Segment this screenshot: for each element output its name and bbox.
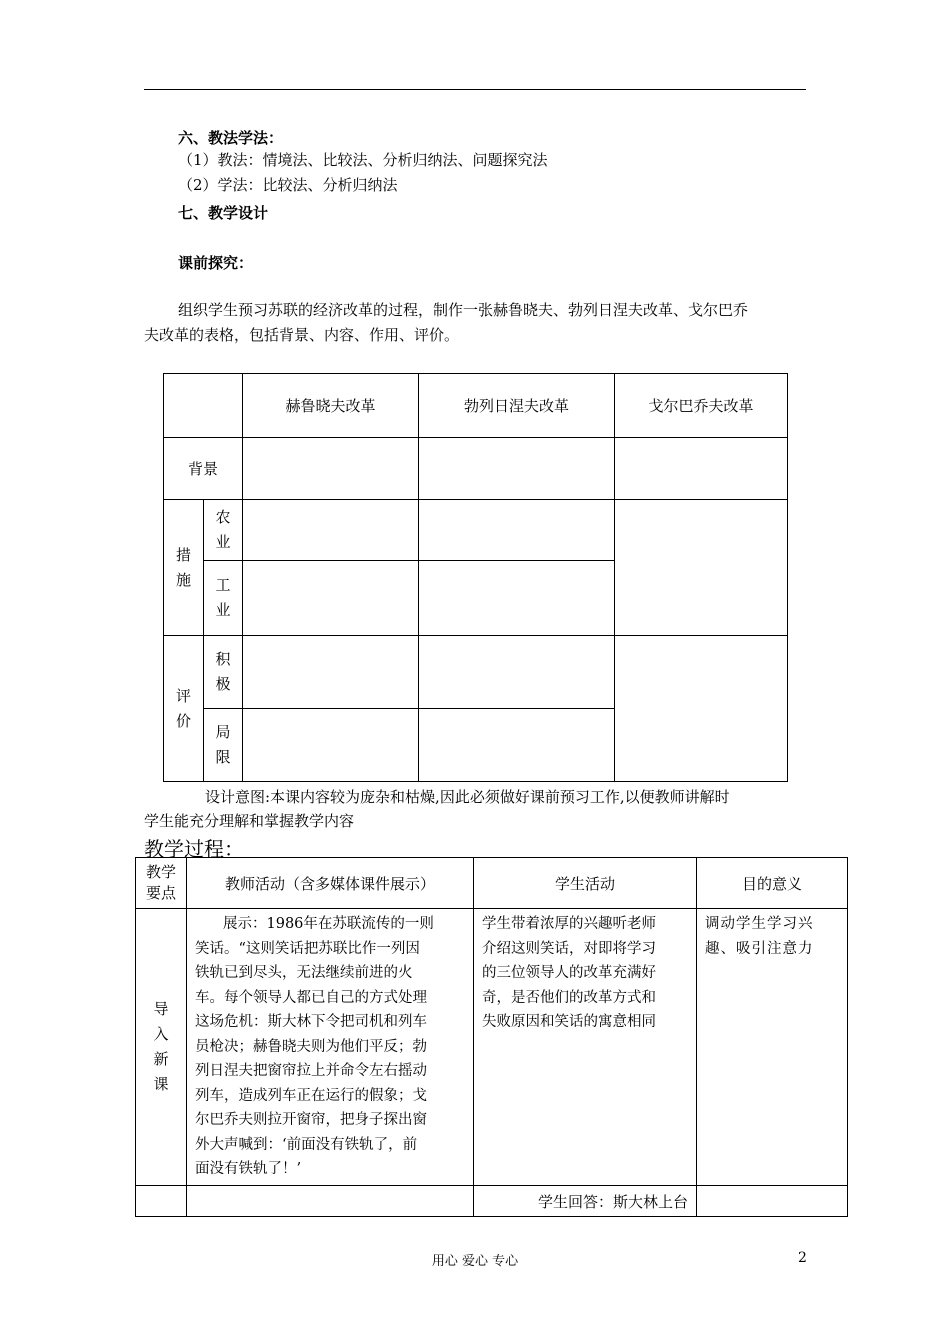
cell — [419, 500, 615, 561]
header-purpose: 目的意义 — [697, 858, 848, 909]
pre-class-line2: 夫改革的表格，包括背景、内容、作用、评价。 — [144, 326, 460, 344]
cell — [697, 1186, 848, 1217]
comparison-table — [163, 373, 788, 782]
cell — [187, 1186, 474, 1217]
student-activity: 学生带着浓厚的兴趣听老师 介绍这则笑话，对即将学习 的三位领导人的改革充满好 奇，是否他们的改革方式和 失败原因和笑话的寓意相同 — [474, 909, 697, 1186]
section6-line2: （2）学法：比较法、分析归纳法 — [178, 176, 398, 194]
footer-motto: 用心 爱心 专心 — [431, 1254, 519, 1269]
cell — [136, 1186, 187, 1217]
header-student: 学生活动 — [474, 858, 697, 909]
cell — [419, 561, 615, 636]
teacher-activity: 展示：1986年在苏联流传的一则 笑话。“这则笑话把苏联比作一列因 铁轨已到尽头，无法继续前进的火 车。每个领导人都已自己的方式处理 这场危机：斯大林下令把司机和列车 员枪决；赫鲁晓夫则为他们平反；勃 列日涅夫把窗帘拉上并命令左右摇动 列车，造成列车正在运行的假象；戈 尔巴乔夫则拉开窗帘，把身子探出窗 外大声喊到：‘前面没有铁轨了，前 面没有铁轨了！’ — [187, 909, 474, 1186]
row-label-industry: 工 业 — [204, 561, 243, 636]
col-header-gorbachev: 戈尔巴乔夫改革 — [615, 374, 788, 438]
cell — [615, 500, 788, 636]
row-label-limitation: 局 限 — [204, 709, 243, 782]
header-rule — [144, 89, 806, 90]
row-label-positive: 积 极 — [204, 636, 243, 709]
cell — [419, 636, 615, 709]
purpose-cell: 调动学生学习兴 趣、吸引注意力 — [697, 909, 848, 1186]
design-intent-line1: 设计意图:本课内容较为庞杂和枯燥,因此必须做好课前预习工作,以便教师讲解时 — [205, 788, 730, 806]
design-intent-line2: 学生能充分理解和掌握教学内容 — [144, 812, 355, 830]
student-answer: 学生回答：斯大林上台 — [474, 1186, 697, 1217]
cell — [243, 636, 419, 709]
col-header-khrushchev: 赫鲁晓夫改革 — [243, 374, 419, 438]
header-teacher: 教师活动（含多媒体课件展示） — [187, 858, 474, 909]
cell — [615, 438, 788, 500]
cell — [243, 500, 419, 561]
pre-class-line1: 组织学生预习苏联的经济改革的过程，制作一张赫鲁晓夫、勃列日涅夫改革、戈尔巴乔 — [178, 301, 749, 319]
row-label-background: 背景 — [164, 438, 243, 500]
cell — [419, 709, 615, 782]
section6-line1: （1）教法：情境法、比较法、分析归纳法、问题探究法 — [178, 151, 548, 169]
page-number: 2 — [798, 1250, 807, 1266]
section6-heading: 六、教法学法： — [178, 129, 284, 147]
corner-cell — [164, 374, 243, 438]
col-header-brezhnev: 勃列日涅夫改革 — [419, 374, 615, 438]
header-key-points: 教学 要点 — [136, 858, 187, 909]
cell — [243, 438, 419, 500]
cell — [615, 636, 788, 782]
process-table — [135, 857, 848, 1217]
cell — [243, 561, 419, 636]
key-point-intro: 导 入 新 课 — [136, 909, 187, 1186]
row-label-evaluation: 评 价 — [164, 636, 204, 782]
row-label-agriculture: 农 业 — [204, 500, 243, 561]
process-title: 教学过程： — [144, 837, 244, 861]
cell — [243, 709, 419, 782]
section7-heading: 七、教学设计 — [178, 204, 269, 222]
cell — [419, 438, 615, 500]
pre-class-heading: 课前探究： — [178, 254, 254, 272]
row-label-measures: 措 施 — [164, 500, 204, 636]
